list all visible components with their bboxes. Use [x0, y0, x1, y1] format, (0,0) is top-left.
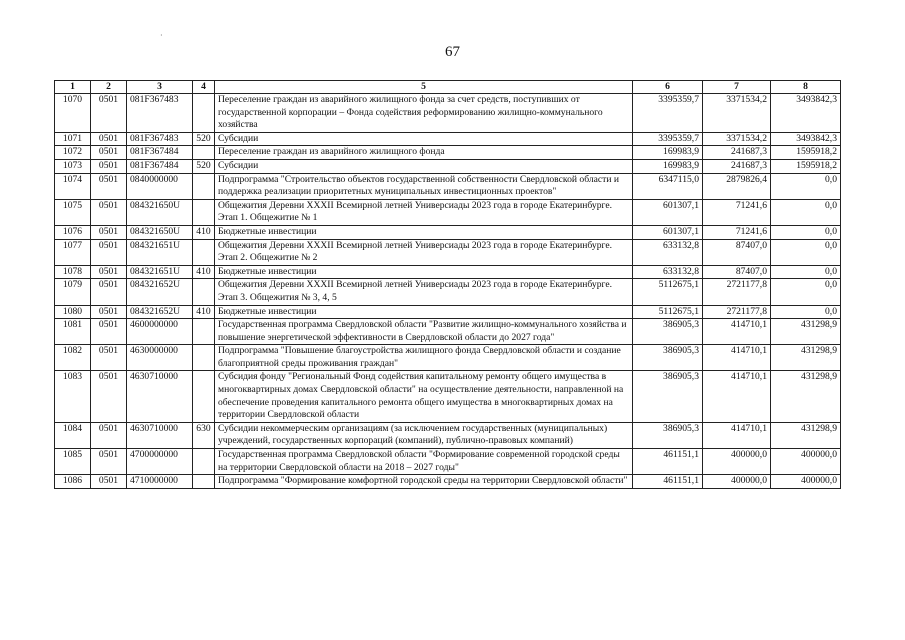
table-row [55, 319, 841, 345]
amount-col-7: 414710,1 [703, 422, 771, 448]
column-header: 6 [633, 81, 703, 94]
target-article-code: 084321650U [127, 225, 193, 239]
column-header: 4 [193, 81, 215, 94]
target-article-code: 081F367484 [127, 159, 193, 173]
page-number: 67 [445, 44, 460, 60]
amount-col-6: 386905,3 [633, 345, 703, 371]
row-number: 1074 [55, 173, 91, 199]
amount-col-7: 87407,0 [703, 265, 771, 279]
amount-col-6: 601307,1 [633, 225, 703, 239]
item-name: Общежития Деревни XXXII Всемирной летней Универсиады 2023 года в городе Екатеринбурге. Этап 1. Общежитие № 1 [215, 199, 633, 225]
item-name: Бюджетные инвестиции [215, 305, 633, 319]
amount-col-7: 400000,0 [703, 475, 771, 489]
row-number: 1086 [55, 475, 91, 489]
amount-col-7: 414710,1 [703, 319, 771, 345]
section-code: 0501 [91, 279, 127, 305]
header-row [55, 81, 841, 94]
target-article-code: 4710000000 [127, 475, 193, 489]
item-name: Субсидии некоммерческим организациям (за исключением государственных (муниципальных) учреждений, государственных корпораций (компаний), публично-правовых компаний) [215, 422, 633, 448]
amount-col-7: 71241,6 [703, 199, 771, 225]
item-name: Государственная программа Свердловской области "Формирование современной городской среды на территории Свердловской области на 2018 – 2027 годы" [215, 449, 633, 475]
amount-col-8: 400000,0 [771, 475, 841, 489]
row-number: 1078 [55, 265, 91, 279]
section-code: 0501 [91, 319, 127, 345]
item-name: Бюджетные инвестиции [215, 265, 633, 279]
amount-col-6: 461151,1 [633, 475, 703, 489]
amount-col-8: 400000,0 [771, 449, 841, 475]
column-header: 1 [55, 81, 91, 94]
section-code: 0501 [91, 199, 127, 225]
column-header: 3 [127, 81, 193, 94]
table-row [55, 199, 841, 225]
expense-type-code [193, 345, 215, 371]
row-number: 1082 [55, 345, 91, 371]
target-article-code: 081F367483 [127, 94, 193, 133]
amount-col-8: 0,0 [771, 173, 841, 199]
expense-type-code: 410 [193, 265, 215, 279]
row-number: 1072 [55, 146, 91, 160]
amount-col-7: 414710,1 [703, 345, 771, 371]
expense-type-code [193, 371, 215, 422]
item-name: Субсидии [215, 132, 633, 146]
amount-col-7: 241687,3 [703, 159, 771, 173]
amount-col-7: 3371534,2 [703, 94, 771, 133]
table-row [55, 132, 841, 146]
expense-type-code: 520 [193, 159, 215, 173]
section-code: 0501 [91, 225, 127, 239]
amount-col-8: 0,0 [771, 239, 841, 265]
section-code: 0501 [91, 371, 127, 422]
row-number: 1075 [55, 199, 91, 225]
section-code: 0501 [91, 449, 127, 475]
section-code: 0501 [91, 265, 127, 279]
table-row [55, 475, 841, 489]
amount-col-6: 6347115,0 [633, 173, 703, 199]
section-code: 0501 [91, 132, 127, 146]
expense-type-code [193, 449, 215, 475]
amount-col-8: 431298,9 [771, 422, 841, 448]
amount-col-7: 414710,1 [703, 371, 771, 422]
expense-type-code [193, 199, 215, 225]
table-row [55, 94, 841, 133]
table-row [55, 345, 841, 371]
item-name: Переселение граждан из аварийного жилищного фонда за счет средств, поступивших от государственной корпорации – Фонда содействия реформированию жилищно-коммунального хозяйства [215, 94, 633, 133]
amount-col-7: 71241,6 [703, 225, 771, 239]
amount-col-6: 169983,9 [633, 159, 703, 173]
amount-col-8: 3493842,3 [771, 132, 841, 146]
amount-col-7: 2721177,8 [703, 305, 771, 319]
row-number: 1071 [55, 132, 91, 146]
amount-col-8: 431298,9 [771, 319, 841, 345]
table-row [55, 159, 841, 173]
expense-type-code: 410 [193, 305, 215, 319]
amount-col-8: 0,0 [771, 305, 841, 319]
amount-col-8: 0,0 [771, 225, 841, 239]
target-article-code: 084321651U [127, 239, 193, 265]
column-header: 2 [91, 81, 127, 94]
table-row [55, 422, 841, 448]
amount-col-8: 431298,9 [771, 345, 841, 371]
row-number: 1079 [55, 279, 91, 305]
target-article-code: 081F367483 [127, 132, 193, 146]
amount-col-6: 601307,1 [633, 199, 703, 225]
target-article-code: 4630710000 [127, 371, 193, 422]
amount-col-7: 241687,3 [703, 146, 771, 160]
item-name: Переселение граждан из аварийного жилищного фонда [215, 146, 633, 160]
amount-col-8: 0,0 [771, 279, 841, 305]
amount-col-6: 5112675,1 [633, 305, 703, 319]
budget-table [54, 80, 841, 489]
amount-col-6: 3395359,7 [633, 132, 703, 146]
section-code: 0501 [91, 173, 127, 199]
row-number: 1081 [55, 319, 91, 345]
expense-type-code [193, 146, 215, 160]
amount-col-6: 3395359,7 [633, 94, 703, 133]
target-article-code: 081F367484 [127, 146, 193, 160]
expense-type-code [193, 279, 215, 305]
scan-speck: · [160, 31, 163, 40]
row-number: 1077 [55, 239, 91, 265]
section-code: 0501 [91, 422, 127, 448]
expense-type-code [193, 475, 215, 489]
section-code: 0501 [91, 305, 127, 319]
table-row [55, 279, 841, 305]
table-row [55, 371, 841, 422]
item-name: Субсидия фонду "Региональный Фонд содействия капитальному ремонту общего имущества в многоквартирных домах Свердловской области" на осуществление деятельности, направленной на обеспечение проведения капитального ремонта общего имущества в многоквартирных домах на территории Свердловской области [215, 371, 633, 422]
table-row [55, 146, 841, 160]
row-number: 1080 [55, 305, 91, 319]
target-article-code: 4630000000 [127, 345, 193, 371]
row-number: 1084 [55, 422, 91, 448]
table-row [55, 265, 841, 279]
column-header: 5 [215, 81, 633, 94]
column-header: 7 [703, 81, 771, 94]
amount-col-6: 633132,8 [633, 239, 703, 265]
expense-type-code [193, 319, 215, 345]
expense-type-code [193, 239, 215, 265]
table-row [55, 239, 841, 265]
row-number: 1083 [55, 371, 91, 422]
target-article-code: 0840000000 [127, 173, 193, 199]
table-row [55, 305, 841, 319]
amount-col-6: 169983,9 [633, 146, 703, 160]
target-article-code: 4700000000 [127, 449, 193, 475]
amount-col-8: 431298,9 [771, 371, 841, 422]
target-article-code: 084321651U [127, 265, 193, 279]
amount-col-7: 400000,0 [703, 449, 771, 475]
item-name: Субсидии [215, 159, 633, 173]
expense-type-code [193, 94, 215, 133]
section-code: 0501 [91, 94, 127, 133]
amount-col-7: 3371534,2 [703, 132, 771, 146]
section-code: 0501 [91, 159, 127, 173]
section-code: 0501 [91, 146, 127, 160]
amount-col-6: 461151,1 [633, 449, 703, 475]
amount-col-8: 0,0 [771, 265, 841, 279]
table-row [55, 225, 841, 239]
item-name: Подпрограмма "Формирование комфортной городской среды на территории Свердловской области" [215, 475, 633, 489]
section-code: 0501 [91, 239, 127, 265]
item-name: Бюджетные инвестиции [215, 225, 633, 239]
item-name: Подпрограмма "Строительство объектов государственной собственности Свердловской области и поддержка реализации приоритетных муниципальных инвестиционных проектов" [215, 173, 633, 199]
amount-col-7: 2721177,8 [703, 279, 771, 305]
amount-col-7: 87407,0 [703, 239, 771, 265]
target-article-code: 084321650U [127, 199, 193, 225]
amount-col-8: 0,0 [771, 199, 841, 225]
amount-col-8: 1595918,2 [771, 159, 841, 173]
row-number: 1073 [55, 159, 91, 173]
expense-type-code: 630 [193, 422, 215, 448]
item-name: Общежития Деревни XXXII Всемирной летней Универсиады 2023 года в городе Екатеринбурге. Этап 3. Общежития № 3, 4, 5 [215, 279, 633, 305]
expense-type-code: 520 [193, 132, 215, 146]
amount-col-8: 1595918,2 [771, 146, 841, 160]
table-row [55, 173, 841, 199]
target-article-code: 4630710000 [127, 422, 193, 448]
item-name: Государственная программа Свердловской области "Развитие жилищно-коммунального хозяйства и повышение энергетической эффективности в Свердловской области до 2027 года" [215, 319, 633, 345]
amount-col-6: 633132,8 [633, 265, 703, 279]
row-number: 1070 [55, 94, 91, 133]
table-row [55, 449, 841, 475]
section-code: 0501 [91, 475, 127, 489]
amount-col-6: 5112675,1 [633, 279, 703, 305]
amount-col-6: 386905,3 [633, 371, 703, 422]
target-article-code: 4600000000 [127, 319, 193, 345]
amount-col-6: 386905,3 [633, 422, 703, 448]
row-number: 1085 [55, 449, 91, 475]
target-article-code: 084321652U [127, 305, 193, 319]
target-article-code: 084321652U [127, 279, 193, 305]
amount-col-8: 3493842,3 [771, 94, 841, 133]
row-number: 1076 [55, 225, 91, 239]
column-header: 8 [771, 81, 841, 94]
section-code: 0501 [91, 345, 127, 371]
amount-col-6: 386905,3 [633, 319, 703, 345]
expense-type-code [193, 173, 215, 199]
item-name: Общежития Деревни XXXII Всемирной летней Универсиады 2023 года в городе Екатеринбурге. Этап 2. Общежитие № 2 [215, 239, 633, 265]
expense-type-code: 410 [193, 225, 215, 239]
amount-col-7: 2879826,4 [703, 173, 771, 199]
item-name: Подпрограмма "Повышение благоустройства жилищного фонда Свердловской области и создание благоприятной среды проживания граждан" [215, 345, 633, 371]
